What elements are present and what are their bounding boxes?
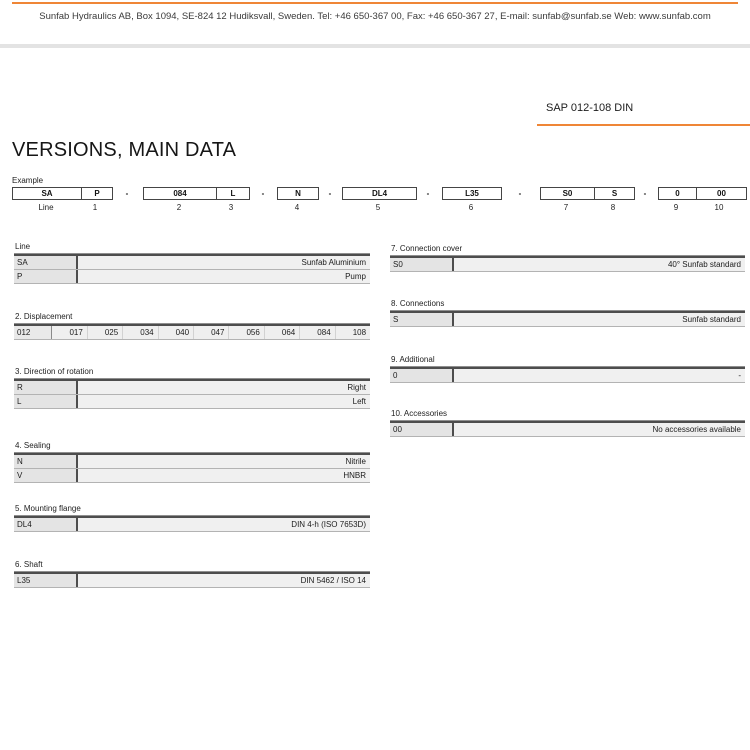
example-box-accessories <box>658 187 747 200</box>
value-cell: DIN 5462 / ISO 14 <box>76 574 370 587</box>
example-cell: L <box>216 188 249 199</box>
example-cell: N <box>295 189 301 198</box>
doc-reference: SAP 012-108 DIN <box>546 102 634 114</box>
displacement-cell: 017 <box>51 326 86 339</box>
example-cell: SA <box>41 189 53 198</box>
example-cell: L35 <box>465 189 479 198</box>
table-row <box>390 423 745 437</box>
table-row <box>14 518 370 532</box>
value-cell: 40° Sunfab standard <box>452 258 745 271</box>
value-cell: Sunfab standard <box>452 313 745 326</box>
code-cell: V <box>14 469 76 482</box>
table-additional <box>390 356 745 383</box>
table-mounting-flange <box>14 505 370 532</box>
displacement-cell: 012 <box>14 326 51 339</box>
example-box-flange <box>342 187 417 200</box>
table-row <box>14 469 370 483</box>
displacement-cell: 108 <box>335 326 370 339</box>
example-cell: S <box>594 188 634 199</box>
example-separator-dash: - <box>518 189 522 198</box>
code-cell: S0 <box>390 258 452 271</box>
doc-reference-orange-rule <box>537 124 750 126</box>
table-title: 7. Connection cover <box>390 245 745 256</box>
value-cell: Nitrile <box>76 455 370 468</box>
page-divider-band <box>0 44 750 48</box>
table-sealing <box>14 442 370 483</box>
page-title: VERSIONS, MAIN DATA <box>12 139 237 161</box>
example-line-label: 9 <box>673 203 679 212</box>
example-line-label: 2 <box>176 203 182 212</box>
example-separator-dash: - <box>328 189 332 198</box>
value-cell: Pump <box>76 270 370 283</box>
displacement-cell: 040 <box>158 326 193 339</box>
code-cell: P <box>14 270 76 283</box>
table-title: 4. Sealing <box>14 442 370 453</box>
table-title: 6. Shaft <box>14 561 370 572</box>
displacement-cell: 056 <box>228 326 263 339</box>
table-row <box>14 574 370 588</box>
example-line-label: 7 <box>563 203 569 212</box>
table-row <box>390 313 745 327</box>
table-row <box>14 326 370 340</box>
example-line-label: Line <box>38 203 54 212</box>
example-cell: 00 <box>696 188 746 199</box>
table-title: 8. Connections <box>390 300 745 311</box>
example-line-label: 6 <box>468 203 474 212</box>
table-title: 3. Direction of rotation <box>14 368 370 379</box>
code-cell: 0 <box>390 369 452 382</box>
code-cell: S <box>390 313 452 326</box>
top-orange-rule <box>12 2 738 4</box>
table-title: 10. Accessories <box>390 410 745 421</box>
value-cell: Right <box>76 381 370 394</box>
table-row <box>14 256 370 270</box>
table-row <box>14 455 370 469</box>
example-cell: DL4 <box>371 189 388 198</box>
value-cell: No accessories available <box>452 423 745 436</box>
example-separator-dash: - <box>261 189 265 198</box>
code-cell: L35 <box>14 574 76 587</box>
table-displacement <box>14 313 370 340</box>
example-line-label: 3 <box>228 203 234 212</box>
table-title: 5. Mounting flange <box>14 505 370 516</box>
table-line <box>14 243 370 284</box>
example-cell: 084 <box>173 189 187 198</box>
table-row <box>390 369 745 383</box>
code-cell: DL4 <box>14 518 76 531</box>
code-cell: R <box>14 381 76 394</box>
code-cell: 00 <box>390 423 452 436</box>
example-box-displacement <box>143 187 250 200</box>
table-title: 9. Additional <box>390 356 745 367</box>
example-box-shaft <box>442 187 502 200</box>
example-cell: 0 <box>675 189 680 198</box>
example-line-label: 5 <box>375 203 381 212</box>
example-separator-dash: - <box>643 189 647 198</box>
example-box-line <box>12 187 113 200</box>
table-title: Line <box>14 243 370 254</box>
example-cell: P <box>81 188 112 199</box>
example-line-label: 1 <box>92 203 98 212</box>
table-connection-cover <box>390 245 745 272</box>
table-row <box>14 395 370 409</box>
table-connections <box>390 300 745 327</box>
displacement-cell: 034 <box>122 326 157 339</box>
displacement-cell: 047 <box>193 326 228 339</box>
table-row <box>14 270 370 284</box>
example-line-numbers <box>0 203 750 213</box>
example-separator-dash: - <box>426 189 430 198</box>
example-label: Example <box>12 176 44 185</box>
value-cell: - <box>452 369 745 382</box>
displacement-cell: 025 <box>87 326 122 339</box>
table-row <box>14 381 370 395</box>
table-accessories <box>390 410 745 437</box>
value-cell: Left <box>76 395 370 408</box>
example-separator-dash: - <box>125 189 129 198</box>
displacement-cell: 064 <box>264 326 299 339</box>
example-box-cover <box>540 187 635 200</box>
example-code-row <box>0 187 750 200</box>
table-shaft <box>14 561 370 588</box>
company-address: Sunfab Hydraulics AB, Box 1094, SE-824 12 Hudiksvall, Sweden. Tel: +46 650-367 00, Fax: +46 650-367 27, E-mail: sunfab@sunfab.se Web: www.sunfab.com <box>39 11 711 22</box>
example-line-label: 10 <box>714 203 724 212</box>
code-cell: SA <box>14 256 76 269</box>
table-title: 2. Displacement <box>14 313 370 324</box>
code-cell: L <box>14 395 76 408</box>
displacement-cell: 084 <box>299 326 334 339</box>
example-cell: S0 <box>562 189 573 198</box>
value-cell: Sunfab Aluminium <box>76 256 370 269</box>
table-direction-of-rotation <box>14 368 370 409</box>
value-cell: HNBR <box>76 469 370 482</box>
example-line-label: 4 <box>294 203 300 212</box>
example-box-sealing <box>277 187 319 200</box>
value-cell: DIN 4-h (ISO 7653D) <box>76 518 370 531</box>
example-line-label: 8 <box>610 203 616 212</box>
table-row <box>390 258 745 272</box>
code-cell: N <box>14 455 76 468</box>
